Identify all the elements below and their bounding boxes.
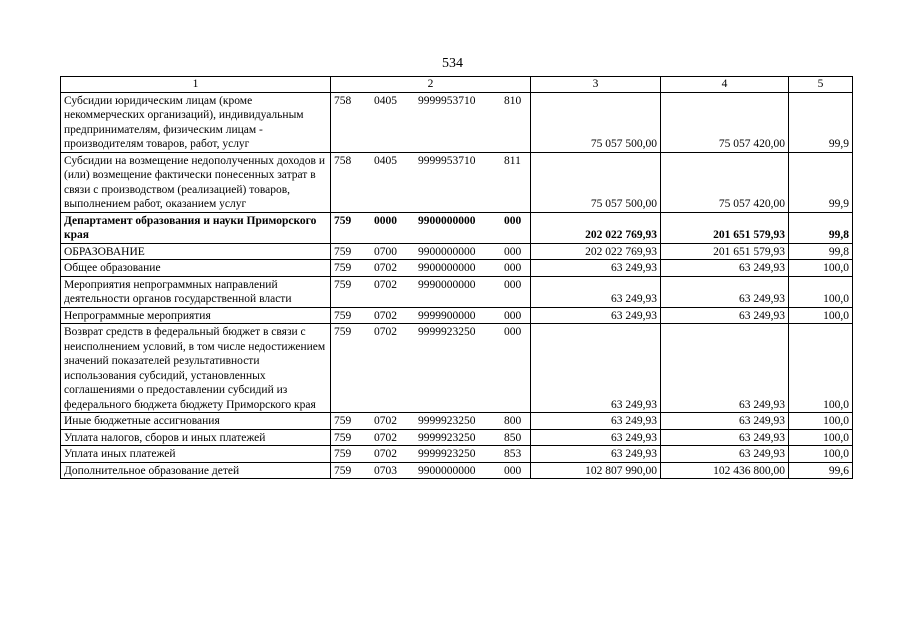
code-target-article: 9999900000 <box>418 309 476 322</box>
table-row <box>61 276 853 307</box>
row-executed-amount: 63 249,93 <box>661 446 789 463</box>
row-execution-percent: 100,0 <box>789 260 853 277</box>
code-section: 0702 <box>374 309 397 322</box>
row-name: ОБРАЗОВАНИЕ <box>61 243 331 260</box>
table-row <box>61 324 853 413</box>
row-execution-percent: 99,6 <box>789 462 853 479</box>
row-codes <box>331 92 531 152</box>
code-grbs: 758 <box>334 154 352 167</box>
table-row <box>61 152 853 212</box>
code-expense-type: 000 <box>504 309 522 322</box>
row-execution-percent: 100,0 <box>789 413 853 430</box>
code-target-article: 9990000000 <box>418 278 476 291</box>
header-cell-2: 2 <box>331 77 531 93</box>
row-name: Уплата налогов, сборов и иных платежей <box>61 429 331 446</box>
row-executed-amount: 75 057 420,00 <box>661 92 789 152</box>
row-executed-amount: 63 249,93 <box>661 276 789 307</box>
code-expense-type: 810 <box>504 94 522 107</box>
table-row <box>61 413 853 430</box>
row-planned-amount: 63 249,93 <box>531 413 661 430</box>
row-execution-percent: 100,0 <box>789 276 853 307</box>
code-grbs: 759 <box>334 245 352 258</box>
code-grbs: 759 <box>334 464 352 477</box>
table-row <box>61 243 853 260</box>
code-expense-type: 000 <box>504 278 522 291</box>
row-executed-amount: 63 249,93 <box>661 324 789 413</box>
row-codes <box>331 212 531 243</box>
row-executed-amount: 63 249,93 <box>661 413 789 430</box>
row-planned-amount: 63 249,93 <box>531 446 661 463</box>
code-grbs: 759 <box>334 214 352 227</box>
code-target-article: 9999953710 <box>418 94 476 107</box>
row-executed-amount: 75 057 420,00 <box>661 152 789 212</box>
row-name: Уплата иных платежей <box>61 446 331 463</box>
row-codes <box>331 413 531 430</box>
code-target-article: 9999923250 <box>418 431 476 444</box>
table-row <box>61 92 853 152</box>
code-expense-type: 000 <box>504 245 522 258</box>
table-row <box>61 260 853 277</box>
row-codes <box>331 260 531 277</box>
code-target-article: 9900000000 <box>418 245 476 258</box>
row-execution-percent: 99,8 <box>789 243 853 260</box>
row-planned-amount: 63 249,93 <box>531 307 661 324</box>
row-codes <box>331 324 531 413</box>
table-header-row <box>61 77 853 93</box>
row-executed-amount: 63 249,93 <box>661 429 789 446</box>
header-cell-5: 5 <box>789 77 853 93</box>
row-planned-amount: 63 249,93 <box>531 324 661 413</box>
code-grbs: 759 <box>334 326 352 338</box>
code-section: 0702 <box>374 415 397 427</box>
row-execution-percent: 99,9 <box>789 152 853 212</box>
row-name: Дополнительное образование детей <box>61 462 331 479</box>
code-target-article: 9900000000 <box>418 214 476 227</box>
row-codes <box>331 446 531 463</box>
row-codes <box>331 307 531 324</box>
code-grbs: 759 <box>334 262 352 274</box>
table-row <box>61 429 853 446</box>
table-row <box>61 307 853 324</box>
budget-execution-table <box>60 76 853 479</box>
code-grbs: 759 <box>334 448 352 460</box>
row-planned-amount: 202 022 769,93 <box>531 212 661 243</box>
header-cell-3: 3 <box>531 77 661 93</box>
code-target-article: 9999953710 <box>418 154 476 167</box>
code-expense-type: 000 <box>504 214 522 227</box>
header-cell-1: 1 <box>61 77 331 93</box>
row-execution-percent: 100,0 <box>789 446 853 463</box>
code-section: 0000 <box>374 214 397 227</box>
code-section: 0702 <box>374 448 397 460</box>
code-expense-type: 853 <box>504 448 522 460</box>
row-executed-amount: 63 249,93 <box>661 260 789 277</box>
code-section: 0700 <box>374 245 397 258</box>
row-executed-amount: 63 249,93 <box>661 307 789 324</box>
row-executed-amount: 102 436 800,00 <box>661 462 789 479</box>
code-section: 0405 <box>374 94 397 107</box>
row-name: Иные бюджетные ассигнования <box>61 413 331 430</box>
row-execution-percent: 99,8 <box>789 212 853 243</box>
row-execution-percent: 100,0 <box>789 429 853 446</box>
code-expense-type: 000 <box>504 464 522 477</box>
code-target-article: 9900000000 <box>418 464 476 477</box>
row-name: Департамент образования и науки Приморского края <box>61 212 331 243</box>
row-planned-amount: 75 057 500,00 <box>531 92 661 152</box>
code-expense-type: 000 <box>504 326 522 338</box>
table-row <box>61 212 853 243</box>
row-execution-percent: 100,0 <box>789 307 853 324</box>
code-expense-type: 800 <box>504 415 522 427</box>
row-codes <box>331 243 531 260</box>
page-number: 534 <box>442 56 463 71</box>
code-grbs: 759 <box>334 431 352 444</box>
code-target-article: 9999923250 <box>418 326 476 338</box>
code-section: 0405 <box>374 154 397 167</box>
code-section: 0703 <box>374 464 397 477</box>
code-target-article: 9999923250 <box>418 448 476 460</box>
code-section: 0702 <box>374 431 397 444</box>
row-name: Субсидии на возмещение недополученных доходов и (или) возмещение фактически понесенных затрат в связи с производством (реализацией) товаров, выполнением работ, оказанием услуг <box>61 152 331 212</box>
code-grbs: 759 <box>334 309 352 322</box>
row-execution-percent: 99,9 <box>789 92 853 152</box>
code-expense-type: 811 <box>504 154 521 167</box>
row-planned-amount: 63 249,93 <box>531 429 661 446</box>
table-row <box>61 446 853 463</box>
code-section: 0702 <box>374 326 397 338</box>
row-planned-amount: 75 057 500,00 <box>531 152 661 212</box>
code-expense-type: 000 <box>504 262 522 274</box>
row-name: Непрограммные мероприятия <box>61 307 331 324</box>
row-planned-amount: 202 022 769,93 <box>531 243 661 260</box>
row-planned-amount: 102 807 990,00 <box>531 462 661 479</box>
row-codes <box>331 276 531 307</box>
code-target-article: 9900000000 <box>418 262 476 274</box>
row-executed-amount: 201 651 579,93 <box>661 212 789 243</box>
row-executed-amount: 201 651 579,93 <box>661 243 789 260</box>
row-name: Мероприятия непрограммных направлений деятельности органов государственной власти <box>61 276 331 307</box>
header-cell-4: 4 <box>661 77 789 93</box>
code-grbs: 759 <box>334 415 352 427</box>
row-planned-amount: 63 249,93 <box>531 260 661 277</box>
code-grbs: 758 <box>334 94 352 107</box>
row-name: Субсидии юридическим лицам (кроме некоммерческих организаций), индивидуальным предпринимателям, физическим лицам - производителям товаров, работ, услуг <box>61 92 331 152</box>
code-expense-type: 850 <box>504 431 522 444</box>
code-section: 0702 <box>374 262 397 274</box>
row-name: Общее образование <box>61 260 331 277</box>
row-execution-percent: 100,0 <box>789 324 853 413</box>
row-name: Возврат средств в федеральный бюджет в связи с неисполнением условий, в том числе недостижением значений показателей результативности использования субсидий, установленных соглашениями о предоставлении субсидий из федерального бюджета бюджету Приморского края <box>61 324 331 413</box>
row-codes <box>331 429 531 446</box>
code-section: 0702 <box>374 278 397 291</box>
code-target-article: 9999923250 <box>418 415 476 427</box>
code-grbs: 759 <box>334 278 352 291</box>
row-codes <box>331 152 531 212</box>
row-planned-amount: 63 249,93 <box>531 276 661 307</box>
table-row <box>61 462 853 479</box>
row-codes <box>331 462 531 479</box>
